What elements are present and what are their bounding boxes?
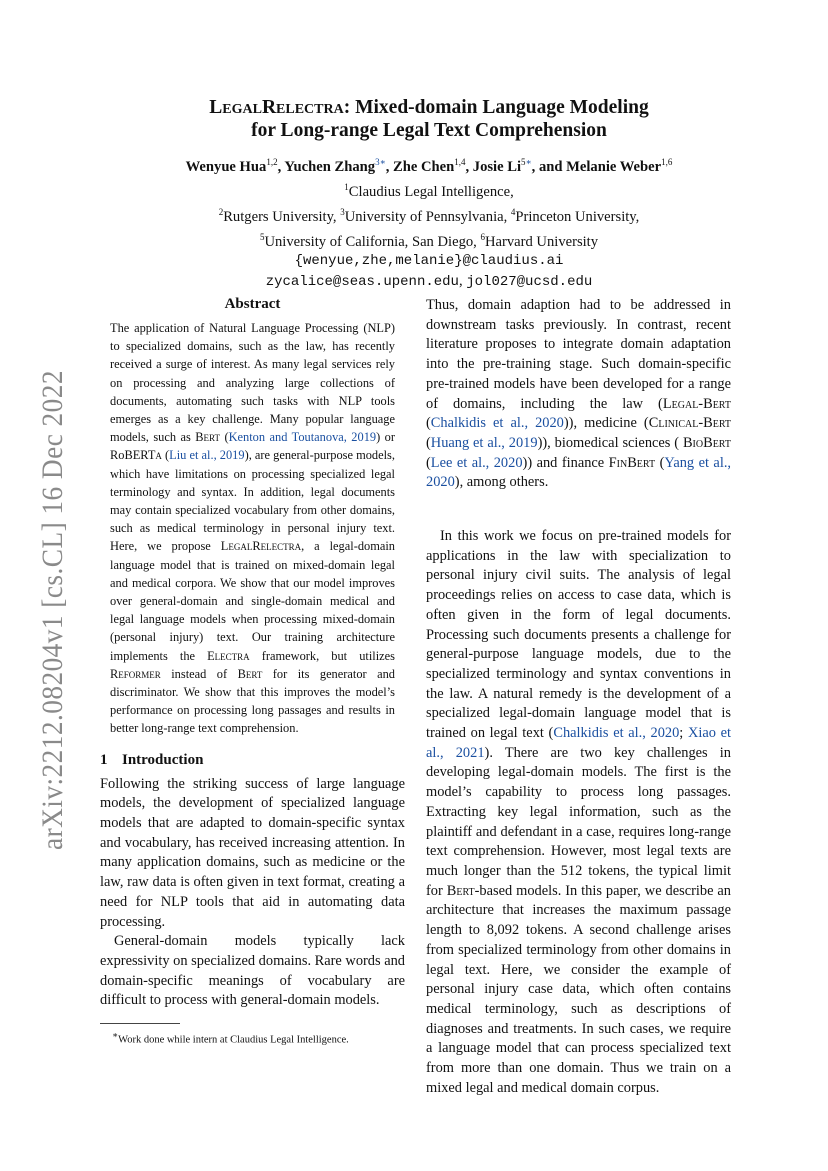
citation-link[interactable]: Yang et al., 2020 xyxy=(426,454,732,491)
citation-link[interactable]: Xiao et al., 2021 xyxy=(426,725,731,761)
left-column xyxy=(100,296,405,1048)
email-line: zycalice@seas.upenn.edu, jol027@ucsd.edu xyxy=(265,273,593,291)
author: Wenyue Hua xyxy=(185,158,267,175)
affiliation-line: $^1$Claudius Legal Intelligence, xyxy=(344,181,514,200)
paragraph: General-domain models typically lack expressivity on specialized domains. Rare words and domain-specific meanings of vocabulary are difficult to process with general-domain models. xyxy=(100,933,405,1009)
citation-link[interactable]: Huang et al., 2019 xyxy=(430,434,538,451)
citation-link[interactable]: Chalkidis et al., 2020 xyxy=(430,415,564,432)
section-heading: 1 Introduction xyxy=(100,751,204,768)
paragraph: Following the striking success of large language models, the development of specialized language models that are adapted to domain-specific syntax and vocabulary, has received increasing attention. In many application domains, such as medicine or the law, raw data is often given in text format, creating a need for NLP tools that aid in automating data processing. xyxy=(100,775,405,930)
abstract-text: The application of Natural Language Processing (NLP) to specialized domains, such as the law, has recently received a surge of interest. As many legal services rely on processing and analyzing large collections of documents, automating such tasks with NLP tools emerges as a key challenge. Many popular language models, such as Bert (Kenton and Toutanova, 2019) or RoBERTa (Liu et al., 2019), are general-purpose models, which have limitations on processing specialized legal terminology and syntax. In addition, legal documents may contain specialized vocabulary from other domains, such as medical terminology in personal injury text. Here, we propose LegalRelectra, a legal-domain language model that is trained on mixed-domain legal and medical corpora. We show that our model improves over general-domain and single-domain medical and legal language models when processing mixed-domain (personal injury) text. Our training architecture implements the Electra framework, but utilizes Reformer instead of Bert for its generator and discriminator. We show that this improves the model’s performance on processing long passages and results in better long-range text comprehension. xyxy=(110,321,395,736)
paragraph: Thus, domain adaption had to be addressed in downstream tasks previously. In contrast, recent literature proposes to integrate domain adaptation into the pre-training stage. Such domain-specific pre-trained models have been developed for a range of domains, including the law (Legal-Bert (Chalkidis et al., 2020)), medicine (Clinical-Bert (Huang et al., 2019)), biomedical sciences ( BioBert (Lee et al., 2020)) and finance FinBert (Yang et al., 2020), among others. xyxy=(426,297,732,491)
footnote: ∗Work done while intern at Claudius Legal Intelligence. xyxy=(112,1030,349,1046)
paper-title: LegalRelectra: Mixed-domain Language Modeling for Long-range Legal Text Comprehension xyxy=(209,97,649,141)
author: Josie Li xyxy=(472,158,522,175)
author: Melanie Weber xyxy=(566,158,662,175)
citation-link[interactable]: Chalkidis et al., 2020 xyxy=(553,725,680,742)
model-name: LegalRelectra xyxy=(209,97,344,118)
citation-link[interactable]: Liu et al., 2019 xyxy=(169,448,245,463)
author: Yuchen Zhang xyxy=(284,158,376,175)
author-list: Wenyue Hua$^{1,2}$, Yuchen Zhang$^{3∗}$, Zhe Chen$^{1,4}$, Josie $Li^{5∗}$, and Melanie Weber$^{1,6}$ xyxy=(185,157,673,175)
right-column xyxy=(426,296,731,1098)
affiliation-line: $^2$Rutgers University, $^3$University of Pennsylvania, $^4$Princeton University, xyxy=(218,206,640,225)
citation-link[interactable]: Kenton and Toutanova, 2019 xyxy=(228,430,377,445)
paper-header xyxy=(90,96,768,292)
author: Zhe Chen xyxy=(392,158,455,175)
abstract-heading: Abstract xyxy=(224,296,281,312)
arxiv-watermark xyxy=(22,360,82,860)
arxiv-id: arXiv:2212.08204v1 [cs.CL] 16 Dec 2022 xyxy=(36,360,69,850)
footnote-rule xyxy=(100,1023,180,1024)
paragraph: In this work we focus on pre-trained models for applications in the law with specialization to personal injury civil suits. The analysis of legal proceedings relies on access to case data, which is often given in the form of legal documents. Processing such documents presents a challenge for general-purpose language models, due to the specialized terminology and syntax conventions in the law. A natural remedy is the development of a specialized legal-domain language model that is trained on legal text (Chalkidis et al., 2020; Xiao et al., 2021). There are two key challenges in developing legal-domain models. The first is the model’s capability to process long passages. Extracting key legal information, such as the plaintiff and defendant in a case, requires long-range text comprehension. However, most legal texts are much longer than the 512 tokens, the typical limit for Bert-based models. In this paper, we describe an architecture that increases the maximum passage length to 8,092 tokens. A second challenge arises from specialized terminology from other domains in legal text. Here, we consider the example of personal injury case data, which often contains medical terminology, such as descriptions of diagnoses and treatments. In such cases, we require a language model that can process specialized text from more than one domain. Thus we train on a mixed legal and medical domain corpus. xyxy=(426,528,732,1096)
citation-link[interactable]: Lee et al., 2020 xyxy=(430,454,523,471)
email-line: {wenyue,zhe,melanie}@claudius.ai xyxy=(294,253,564,270)
paragraph-gap xyxy=(426,493,731,527)
affiliation-line: $^5$University of California, San Diego, $^6$Harvard University xyxy=(259,231,599,250)
